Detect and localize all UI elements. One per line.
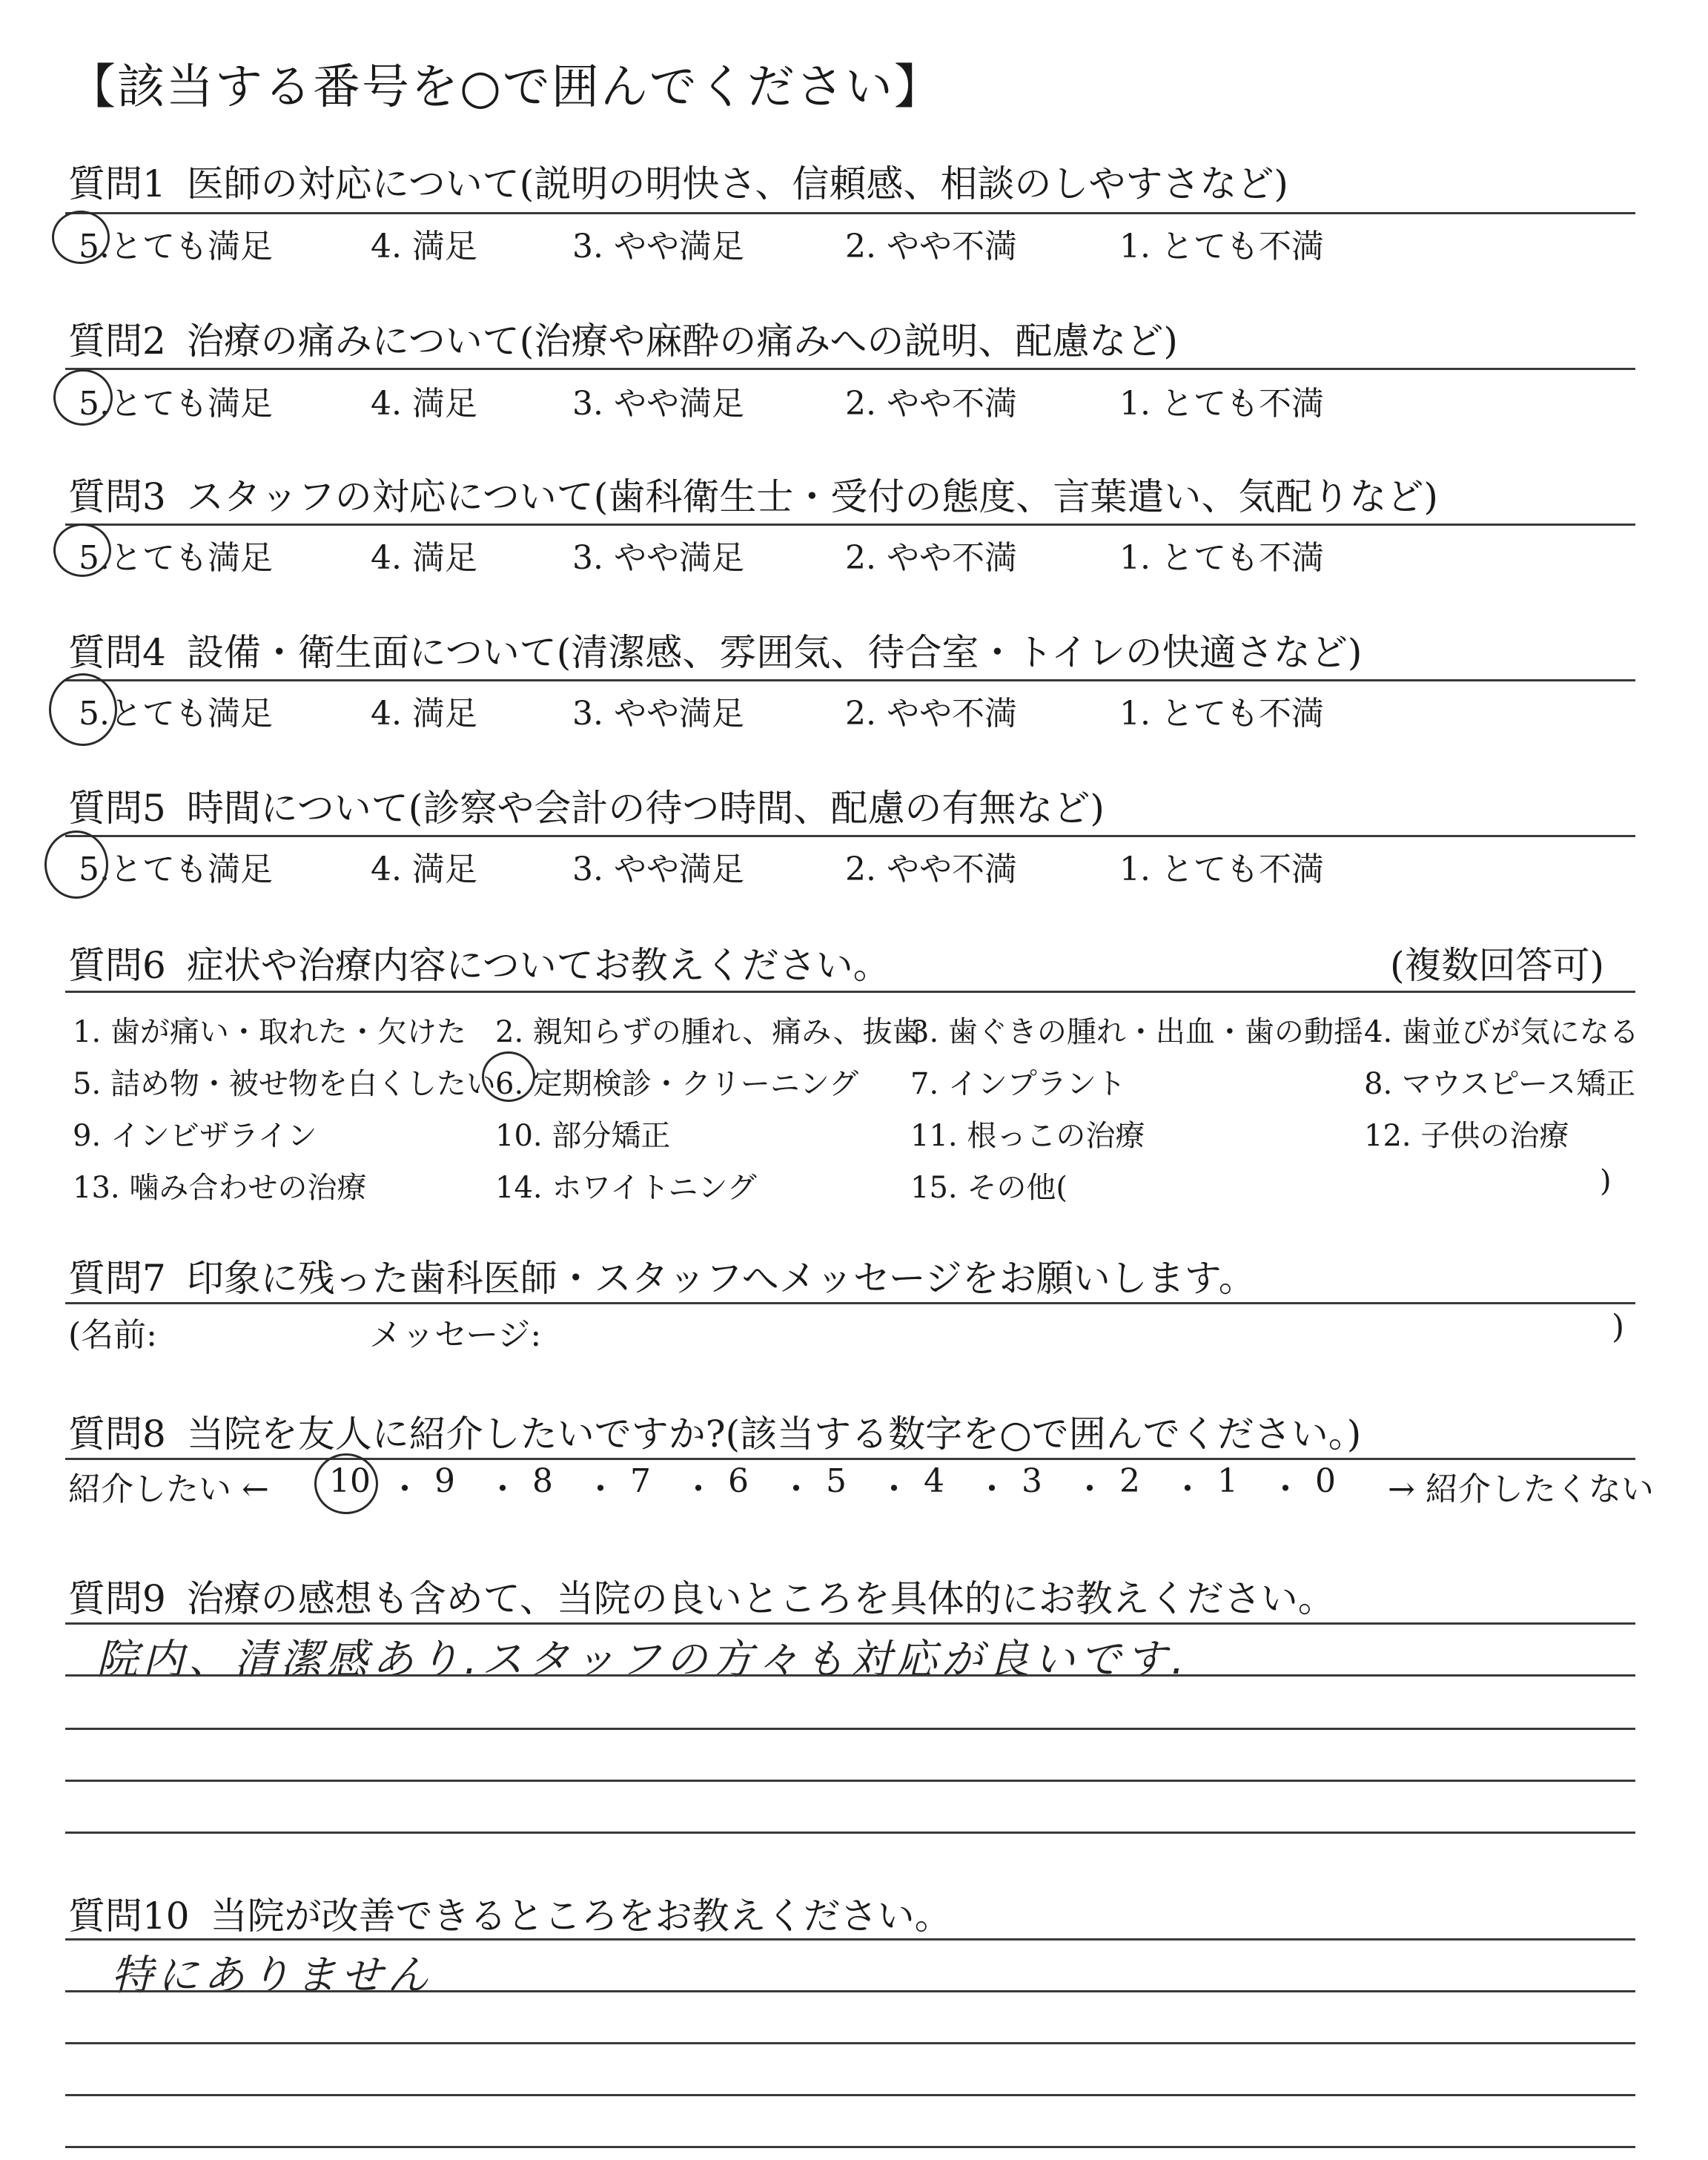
scale-value[interactable]: 5	[826, 1462, 847, 1500]
selection-circle	[44, 830, 108, 899]
option-5[interactable]: 5.とても満足	[79, 228, 273, 265]
question-9-text: 治療の感想も含めて、当院の良いところを具体的にお教えください。	[186, 1577, 1335, 1620]
question-5-text: 時間について(診察や会計の待つ時間、配慮の有無など)	[186, 787, 1105, 830]
question-10	[68, 1886, 952, 1940]
treatment-option[interactable]: 8. マウスピース矯正	[1364, 1067, 1636, 1101]
option-4[interactable]: 4. 満足	[371, 228, 477, 265]
answer-line	[65, 1938, 1635, 1941]
treatment-option[interactable]: 5. 詰め物・被せ物を白くしたい	[73, 1067, 496, 1101]
scale-value[interactable]: 9	[434, 1462, 455, 1500]
question-7	[68, 1249, 1256, 1302]
scale-value[interactable]: 3	[1022, 1462, 1042, 1500]
scale-right-label: → 紹介したくない	[1388, 1470, 1654, 1508]
question-2	[68, 311, 1178, 365]
question-4-text: 設備・衛生面について(清潔感、雰囲気、待合室・トイレの快適さなど)	[186, 631, 1363, 674]
treatment-option[interactable]: 10. 部分矯正	[495, 1119, 671, 1153]
option-5[interactable]: 5.とても満足	[79, 695, 273, 733]
treatment-option[interactable]: 13. 噛み合わせの治療	[73, 1171, 367, 1205]
question-4	[68, 623, 1362, 676]
question-8-text: 当院を友人に紹介したいですか?(該当する数字を○で囲んでください。)	[186, 1413, 1362, 1456]
answer-line	[65, 2094, 1635, 2096]
answer-line	[65, 1674, 1635, 1677]
scale-dot: ・	[1073, 1470, 1106, 1508]
option-3[interactable]: 3. やや満足	[572, 539, 744, 577]
option-4[interactable]: 4. 満足	[371, 695, 477, 733]
scale-dot: ・	[1171, 1470, 1204, 1508]
scale-dot: ・	[780, 1470, 812, 1508]
scale-value[interactable]: 10	[329, 1462, 371, 1500]
scale-dot: ・	[388, 1470, 421, 1508]
question-10-label: 質問10	[68, 1895, 190, 1938]
selection-circle	[53, 524, 111, 577]
question-6-label: 質問6	[68, 944, 166, 987]
answer-line	[65, 1622, 1635, 1625]
answer-line	[65, 1990, 1635, 1992]
question-6-text: 症状や治療内容についてお教えください。	[186, 944, 890, 987]
option-5[interactable]: 5.とても満足	[79, 539, 273, 577]
question-6	[68, 936, 890, 989]
divider	[65, 1302, 1635, 1304]
form-header: 【該当する番号を○で囲んでください】	[68, 60, 943, 115]
question-5	[68, 779, 1105, 832]
option-3[interactable]: 3. やや満足	[572, 851, 744, 888]
answer-line	[65, 1728, 1635, 1730]
handwritten-answer: 院内、清潔感あり.スタッフの方々も対応が良いです.	[96, 1636, 1189, 1684]
question-7-text: 印象に残った歯科医師・スタッフへメッセージをお願いします。	[186, 1257, 1256, 1300]
treatment-option[interactable]: 3. 歯ぐきの腫れ・出血・歯の動揺	[910, 1015, 1363, 1049]
scale-dot: ・	[878, 1470, 910, 1508]
question-5-label: 質問5	[68, 787, 166, 830]
treatment-option[interactable]: 6. 定期検診・クリーニング	[495, 1067, 859, 1101]
treatment-option[interactable]: 9. インビザライン	[73, 1119, 317, 1153]
handwritten-answer: 特にありません	[111, 1952, 433, 2000]
treatment-option[interactable]: 4. 歯並びが気になる	[1364, 1015, 1639, 1049]
question-9-label: 質問9	[68, 1577, 166, 1620]
scale-dot: ・	[486, 1470, 519, 1508]
option-2[interactable]: 2. やや不満	[845, 695, 1017, 733]
option-1[interactable]: 1. とても不満	[1119, 385, 1324, 423]
scale-value[interactable]: 6	[728, 1462, 749, 1500]
option-2[interactable]: 2. やや不満	[845, 228, 1017, 265]
treatment-options	[73, 994, 1644, 1216]
scale-value[interactable]: 4	[924, 1462, 944, 1500]
scale-value[interactable]: 2	[1119, 1462, 1140, 1500]
option-2[interactable]: 2. やや不満	[845, 851, 1017, 888]
divider	[65, 835, 1635, 837]
selection-circle	[52, 211, 110, 264]
question-1	[68, 154, 1288, 208]
option-2[interactable]: 2. やや不満	[845, 385, 1017, 423]
question-9	[68, 1569, 1335, 1622]
other-close-paren: )	[1600, 1164, 1612, 1198]
scale-dot: ・	[1269, 1470, 1302, 1508]
question-8-label: 質問8	[68, 1413, 166, 1456]
name-label: (名前:	[68, 1316, 157, 1354]
divider	[65, 212, 1635, 214]
answer-line	[65, 1780, 1635, 1782]
question-3-label: 質問3	[68, 475, 166, 518]
selection-circle	[482, 1051, 535, 1102]
question-3-text: スタッフの対応について(歯科衛生士・受付の態度、言葉遣い、気配りなど)	[186, 475, 1438, 518]
question-8	[68, 1404, 1361, 1458]
treatment-option[interactable]: 12. 子供の治療	[1364, 1119, 1569, 1153]
question-3	[68, 467, 1438, 521]
scale-value[interactable]: 8	[532, 1462, 553, 1500]
scale-value[interactable]: 0	[1315, 1462, 1336, 1500]
scale-left-label: 紹介したい ←	[68, 1470, 269, 1508]
option-1[interactable]: 1. とても不満	[1119, 539, 1324, 577]
question-7-label: 質問7	[68, 1257, 166, 1300]
treatment-option[interactable]: 1. 歯が痛い・取れた・欠けた	[73, 1015, 466, 1049]
selection-circle	[49, 673, 117, 746]
scale-value[interactable]: 1	[1217, 1462, 1238, 1500]
scale-dot: ・	[584, 1470, 617, 1508]
option-1[interactable]: 1. とても不満	[1119, 695, 1324, 733]
multiple-answers-note: (複数回答可)	[1389, 944, 1604, 987]
question-1-text: 医師の対応について(説明の明快さ、信頼感、相談のしやすさなど)	[186, 162, 1288, 205]
option-1[interactable]: 1. とても不満	[1119, 228, 1324, 265]
option-2[interactable]: 2. やや不満	[845, 539, 1017, 577]
option-3[interactable]: 3. やや満足	[572, 695, 744, 733]
divider	[65, 1458, 1635, 1460]
treatment-option[interactable]: 11. 根っこの治療	[910, 1119, 1145, 1153]
scale-value[interactable]: 7	[630, 1462, 651, 1500]
treatment-option[interactable]: 15. その他(	[910, 1171, 1068, 1205]
message-close-paren: )	[1612, 1308, 1625, 1346]
option-5[interactable]: 5.とても満足	[79, 851, 273, 888]
question-2-text: 治療の痛みについて(治療や麻酔の痛みへの説明、配慮など)	[186, 320, 1178, 363]
option-4[interactable]: 4. 満足	[371, 385, 477, 423]
question-4-label: 質問4	[68, 631, 166, 674]
option-4[interactable]: 4. 満足	[371, 851, 477, 888]
divider	[65, 524, 1635, 526]
option-3[interactable]: 3. やや満足	[572, 228, 744, 265]
treatment-option[interactable]: 7. インプラント	[910, 1067, 1126, 1101]
question-10-text: 当院が改善できるところをお教えください。	[210, 1895, 952, 1938]
option-1[interactable]: 1. とても不満	[1119, 851, 1324, 888]
treatment-option[interactable]: 2. 親知らずの腫れ、痛み、抜歯	[495, 1015, 922, 1049]
question-1-label: 質問1	[68, 162, 166, 205]
message-label: メッセージ:	[369, 1316, 542, 1354]
selection-circle	[314, 1453, 378, 1514]
option-4[interactable]: 4. 満足	[371, 539, 477, 577]
answer-line	[65, 2042, 1635, 2044]
option-5[interactable]: 5.とても満足	[79, 385, 273, 423]
question-2-label: 質問2	[68, 320, 166, 363]
scale-dot: ・	[682, 1470, 715, 1508]
divider	[65, 368, 1635, 370]
answer-line	[65, 2146, 1635, 2148]
answer-line	[65, 1832, 1635, 1834]
treatment-option[interactable]: 14. ホワイトニング	[495, 1171, 757, 1205]
selection-circle	[53, 369, 113, 426]
divider	[65, 679, 1635, 681]
option-3[interactable]: 3. やや満足	[572, 385, 744, 423]
divider	[65, 991, 1635, 993]
scale-dot: ・	[976, 1470, 1008, 1508]
